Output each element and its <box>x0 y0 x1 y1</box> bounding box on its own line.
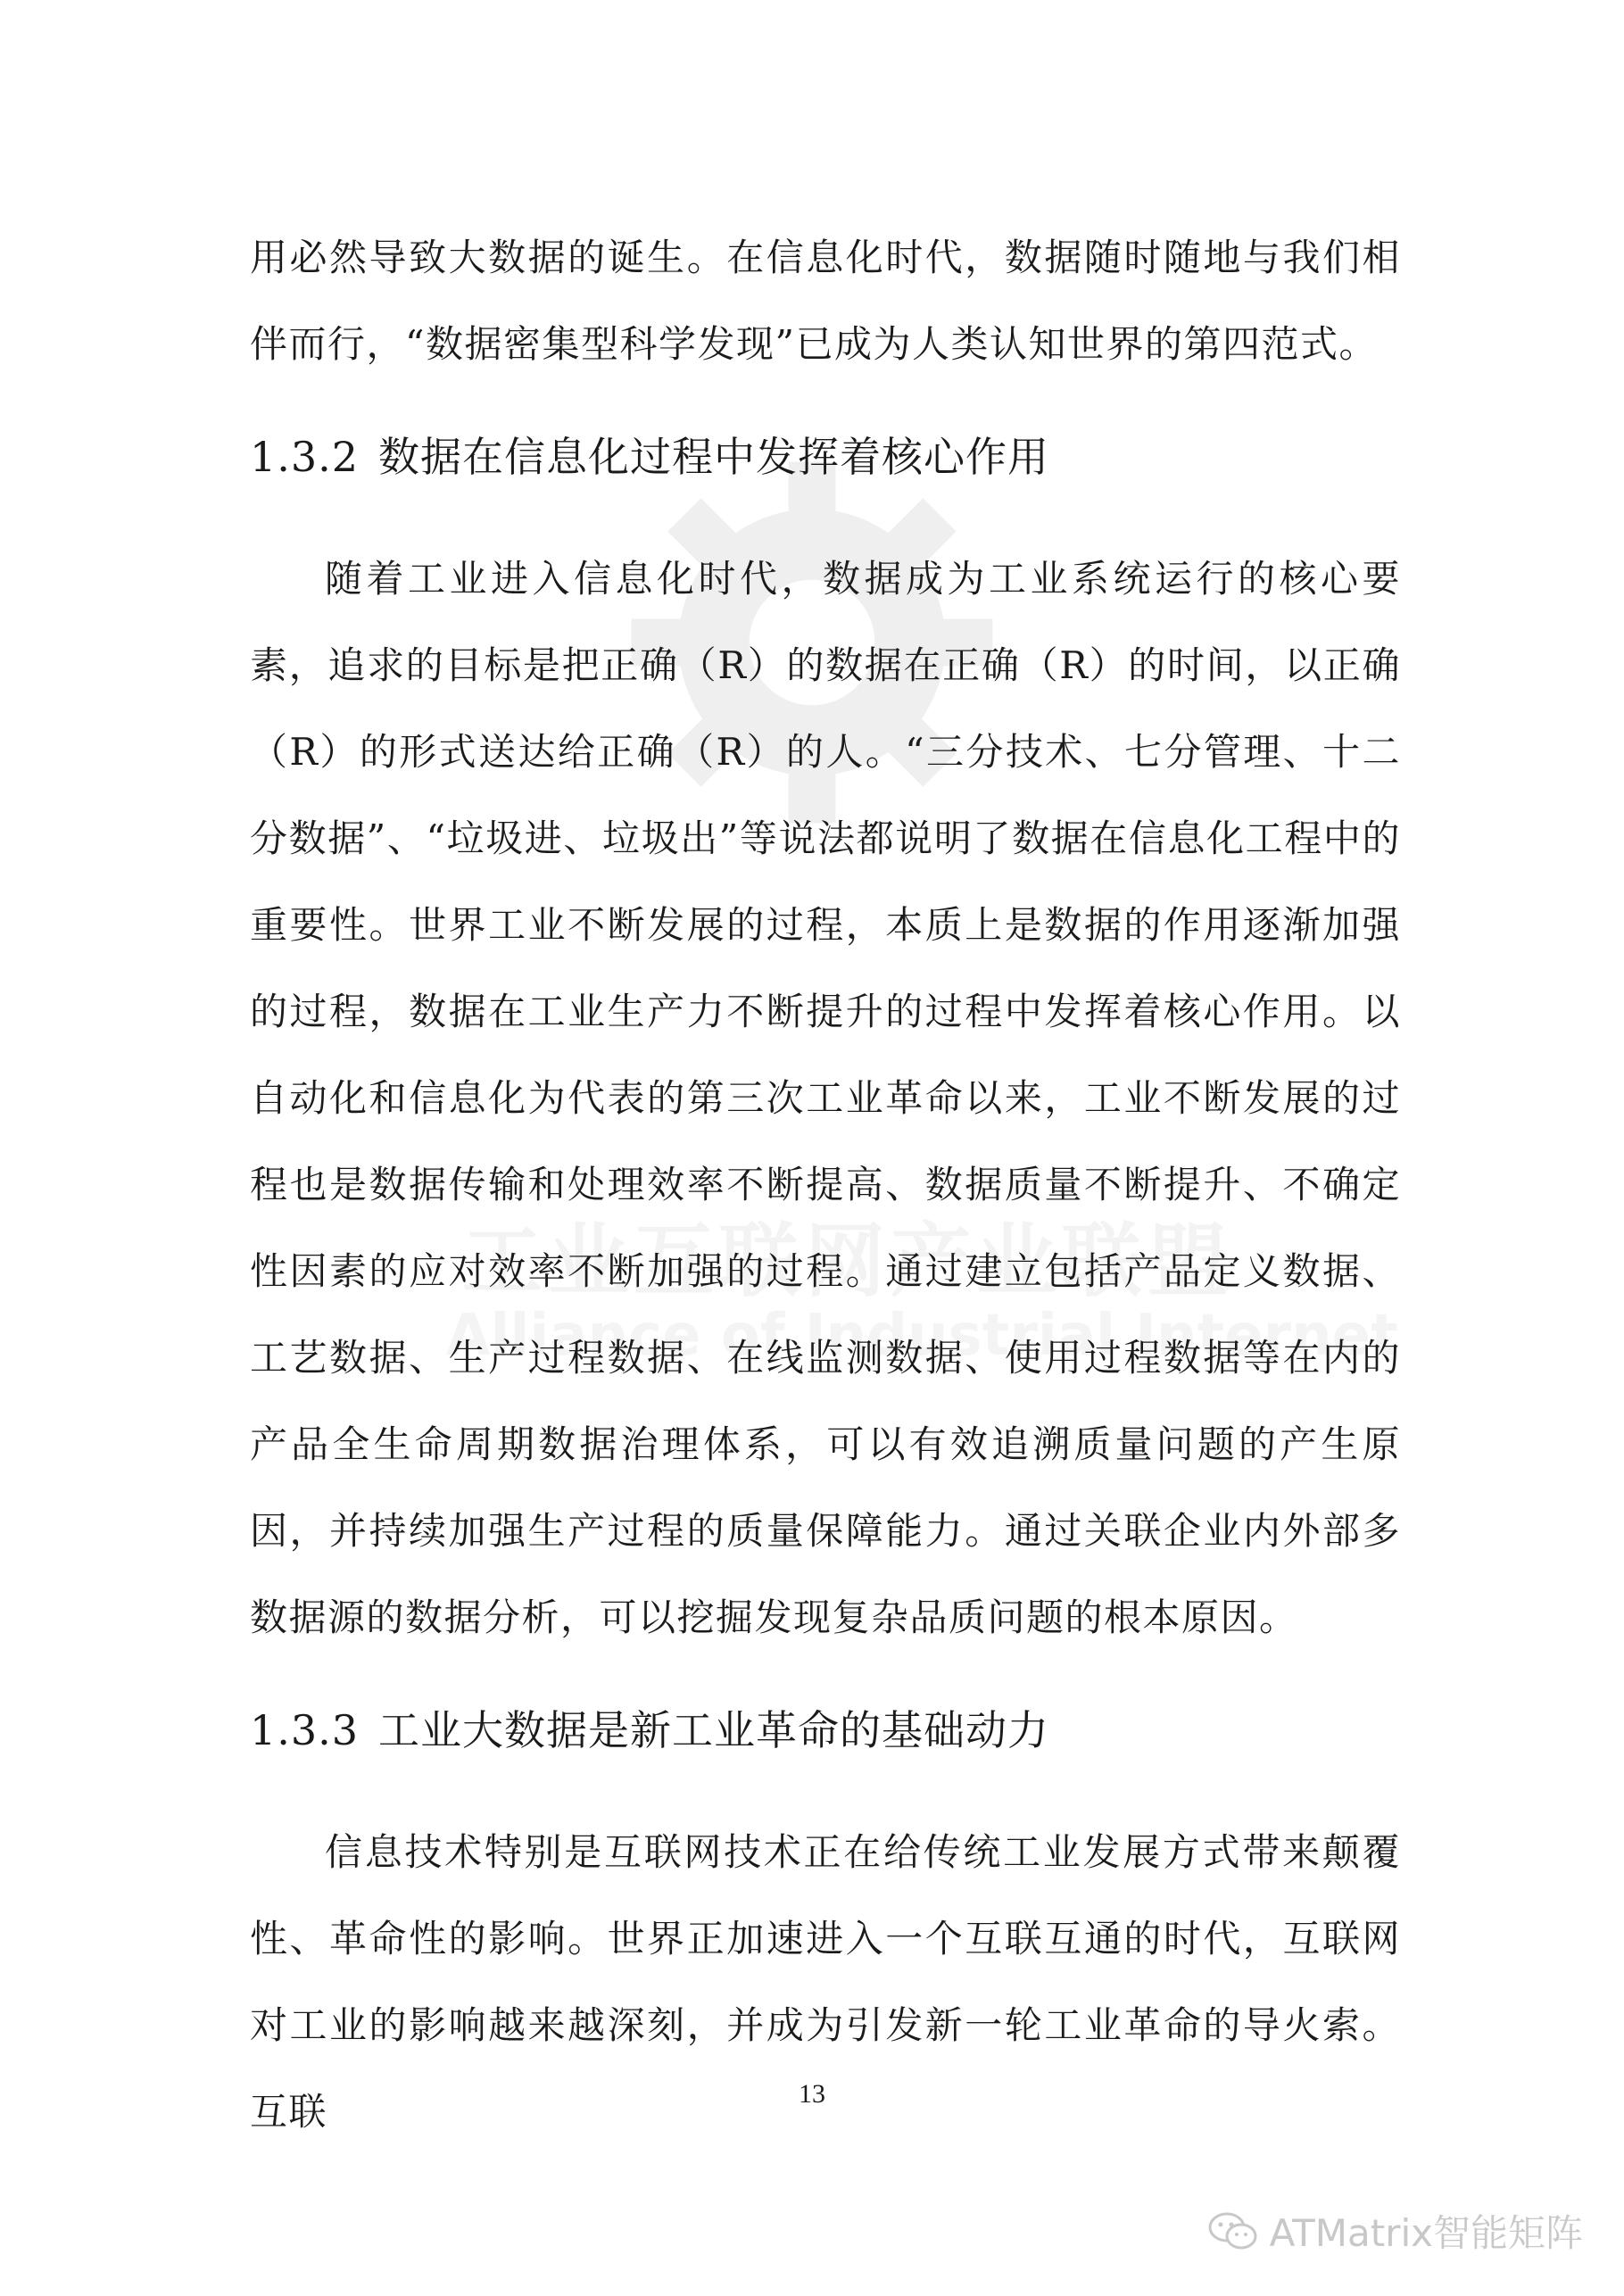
section-title: 工业大数据是新工业革命的基础动力 <box>378 1706 1050 1754</box>
paragraph-continued: 用必然导致大数据的诞生。在信息化时代，数据随时随地与我们相伴而行，“数据密集型科学发现”已成为人类认知世界的第四范式。 <box>250 236 1401 366</box>
section-heading-1-3-2 <box>250 430 1401 484</box>
section-number: 1.3.2 <box>250 433 360 481</box>
page-number: 13 <box>799 2079 825 2109</box>
wechat-icon <box>1207 2209 1259 2252</box>
section-heading-1-3-3 <box>250 1703 1401 1757</box>
page-content <box>250 214 1401 2155</box>
section-number: 1.3.3 <box>250 1706 360 1754</box>
section-1-3-3-body: 信息技术特别是互联网技术正在给传统工业发展方式带来颠覆性、革命性的影响。世界正加速进入一个互联互通的时代，互联网对工业的影响越来越深刻，并成为引发新一轮工业革命的导火索。互联 <box>250 1830 1401 2134</box>
source-watermark <box>1207 2204 1583 2258</box>
source-label: ATMatrix智能矩阵 <box>1269 2211 1583 2255</box>
section-1-3-2-body: 随着工业进入信息化时代，数据成为工业系统运行的核心要素，追求的目标是把正确（R）的数据在正确（R）的时间，以正确（R）的形式送达给正确（R）的人。“三分技术、七分管理、十二分数据”、“垃圾进、垃圾出”等说法都说明了数据在信息化工程中的重要性。世界工业不断发展的过程，本质上是数据的作用逐渐加强的过程，数据在工业生产力不断提升的过程中发挥着核心作用。以自动化和信息化为代表的第三次工业革命以来，工业不断发展的过程也是数据传输和处理效率不断提高、数据质量不断提升、不确定性因素的应对效率不断加强的过程。通过建立包括产品定义数据、工艺数据、生产过程数据、在线监测数据、使用过程数据等在内的产品全生命周期数据治理体系，可以有效追溯质量问题的产生原因，并持续加强生产过程的质量保障能力。通过关联企业内外部多数据源的数据分析，可以挖掘发现复杂品质问题的根本原因。 <box>250 557 1401 1639</box>
section-title: 数据在信息化过程中发挥着核心作用 <box>378 433 1050 481</box>
